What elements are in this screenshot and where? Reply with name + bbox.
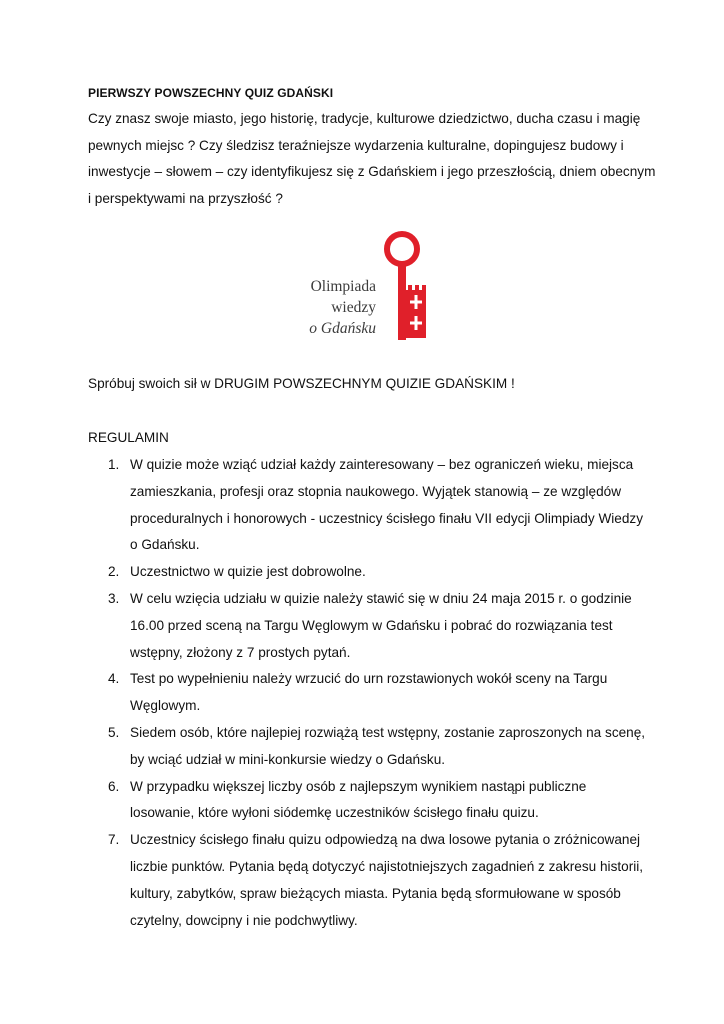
rule-line: Siedem osób, które najlepiej rozwiążą test wstępny, zostanie zaproszonych na scenę, <box>130 724 646 740</box>
rule-line: Węglowym. <box>130 698 201 714</box>
intro-paragraph <box>88 106 656 212</box>
rule-number: 4. <box>108 671 120 687</box>
olimpiada-logo <box>290 230 430 345</box>
rule-line: W przypadku większej liczby osób z najlepszym wynikiem nastąpi publiczne <box>130 778 587 794</box>
rule-line: wstępny, złożony z 7 prostych pytań. <box>130 644 351 660</box>
rule-item <box>108 586 648 666</box>
rule-item <box>108 666 648 720</box>
rule-line: zamieszkania, profesji oraz stopnia naukowego. Wyjątek stanowią – ze względów <box>130 483 622 499</box>
document-title: PIERWSZY POWSZECHNY QUIZ GDAŃSKI <box>88 86 334 100</box>
rule-line: o Gdańsku. <box>130 537 200 553</box>
rule-line: losowanie, które wyłoni siódemkę uczestników ścisłego finału quizu. <box>130 805 539 821</box>
rule-line: liczbie punktów. Pytania będą dotyczyć najistotniejszych zagadnień z zakresu historii, <box>130 858 644 874</box>
rule-number: 1. <box>108 457 120 472</box>
rule-line: Uczestnicy ścisłego finału quizu odpowiedzą na dwa losowe pytania o zróżnicowanej <box>130 832 641 848</box>
intro-line: Czy znasz swoje miasto, jego historię, tradycje, kulturowe dziedzictwo, ducha czasu i magię <box>88 111 641 126</box>
rule-number: 6. <box>108 778 120 794</box>
rule-number: 5. <box>108 724 120 740</box>
rule-number: 7. <box>108 832 120 848</box>
intro-line: inwestycje – słowem – czy identyfikujesz się z Gdańskiem i jego przeszłością, dniem obecnym <box>88 164 656 180</box>
logo-line-2: wiedzy <box>331 299 376 316</box>
rule-line: 16.00 przed sceną na Targu Węglowym w Gdańsku i pobrać do rozwiązania test <box>130 617 613 633</box>
logo-line-3: o Gdańsku <box>309 320 376 337</box>
logo-line-1: Olimpiada <box>310 278 376 295</box>
rule-line: Uczestnictwo w quizie jest dobrowolne. <box>130 564 366 580</box>
rule-line: Test po wypełnieniu należy wrzucić do urn rozstawionych wokół sceny na Targu <box>130 671 608 687</box>
regulations-list <box>108 452 648 934</box>
rule-line: W quizie może wziąć udział każdy zainteresowany – bez ograniczeń wieku, miejsca <box>130 457 634 472</box>
quiz-invitation: Spróbuj swoich sił w DRUGIM POWSZECHNYM QUIZIE GDAŃSKIM ! <box>88 376 515 391</box>
rule-item <box>108 774 648 828</box>
rule-line: W celu wzięcia udziału w quizie należy stawić się w dniu 24 maja 2015 r. o godzinie <box>130 590 632 606</box>
rule-item <box>108 827 648 934</box>
rule-item <box>108 720 648 774</box>
rule-number: 2. <box>108 564 120 580</box>
rule-line: kultury, zabytków, spraw bieżących miasta. Pytania będą sformułowane w sposób <box>130 885 621 901</box>
gdansk-key-icon <box>378 230 428 342</box>
rule-line: proceduralnych i honorowych - uczestnicy ścisłego finału VII edycji Olimpiady Wiedzy <box>130 510 644 526</box>
rule-line: czytelny, dowcipny i nie podchwytliwy. <box>130 912 358 928</box>
rule-line: by wciąć udział w mini-konkursie wiedzy o Gdańsku. <box>130 751 446 767</box>
intro-line: i perspektywami na przyszłość ? <box>88 190 283 206</box>
rule-item <box>108 559 648 586</box>
rule-item <box>108 452 648 559</box>
logo-text <box>290 276 376 339</box>
intro-line: pewnych miejsc ? Czy śledzisz teraźniejsze wydarzenia kulturalne, dopingujesz budowy i <box>88 137 624 153</box>
regulations-heading: REGULAMIN <box>88 430 169 445</box>
rule-number: 3. <box>108 590 120 606</box>
